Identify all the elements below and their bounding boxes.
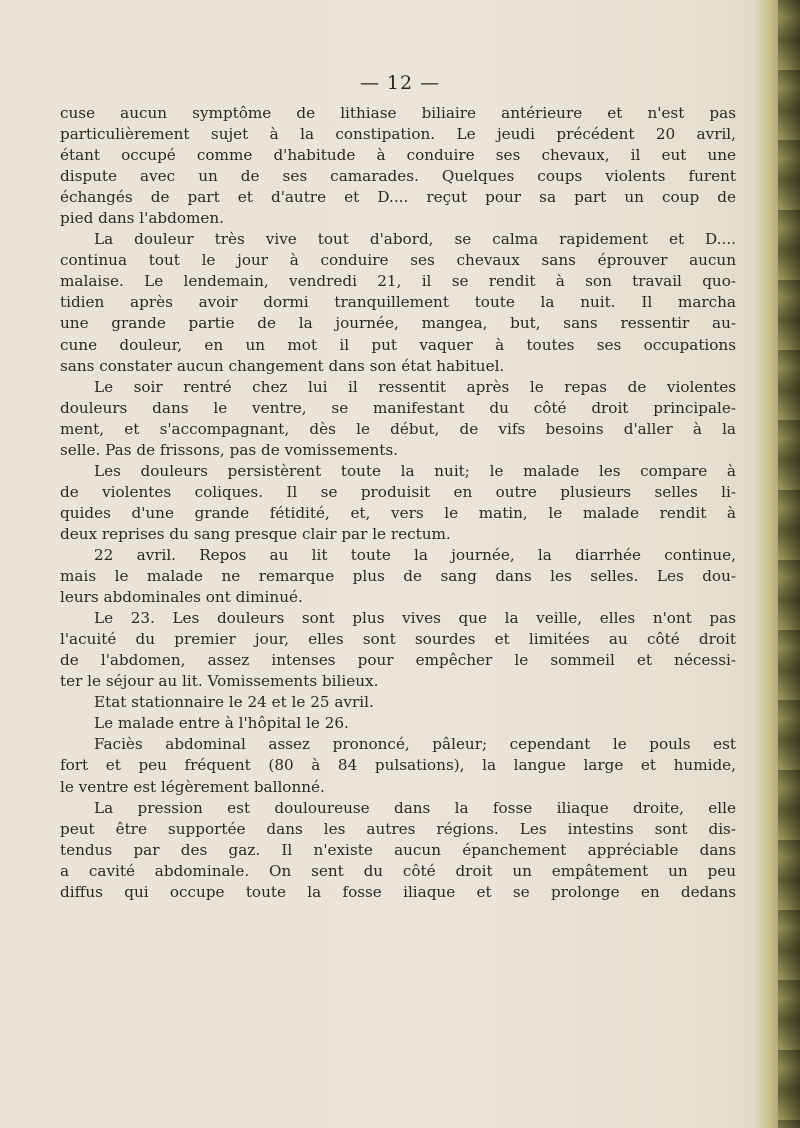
text-line: La douleur très vive tout d'abord, se calma rapidement et D.... — [94, 230, 736, 249]
text-line: sans constater aucun changement dans son état habituel. — [60, 356, 505, 375]
text-line: Faciès abdominal assez prononcé, pâleur; cependant le pouls est — [94, 735, 736, 754]
text-line: ter le séjour au lit. Vomissements bilieux. — [60, 672, 379, 691]
text-line: Les douleurs persistèrent toute la nuit; le malade les compare à — [94, 461, 736, 480]
text-line: tendus par des gaz. Il n'existe aucun épanchement appréciable dans — [60, 840, 736, 859]
text-line: tidien après avoir dormi tranquillement toute la nuit. Il marcha — [60, 293, 736, 312]
text-line: diffus qui occupe toute la fosse iliaque et se prolonge en dedans — [60, 882, 736, 901]
text-line: peut être supportée dans les autres régions. Les intestins sont dis- — [60, 819, 736, 838]
text-line: deux reprises du sang presque clair par le rectum. — [60, 524, 451, 543]
text-line: Etat stationnaire le 24 et le 25 avril. — [94, 693, 374, 712]
text-line: ment, et s'accompagnant, dès le début, de vifs besoins d'aller à la — [60, 419, 736, 438]
text-line: cune douleur, en un mot il put vaquer à toutes ses occupations — [60, 335, 736, 354]
text-line: cuse aucun symptôme de lithiase biliaire antérieure et n'est pas — [60, 104, 736, 122]
text-line: particulièrement sujet à la constipation. Le jeudi précédent 20 avril, — [60, 125, 736, 144]
text-line: le ventre est légèrement ballonné. — [60, 777, 325, 796]
text-line: La pression est douloureuse dans la fosse iliaque droite, elle — [94, 798, 736, 817]
text-line: a cavité abdominale. On sent du côté droit un empâtement un peu — [60, 861, 736, 880]
text-line: dispute avec un de ses camarades. Quelques coups violents furent — [60, 167, 736, 186]
text-line: quides d'une grande fétidité, et, vers le matin, le malade rendit à — [60, 503, 736, 522]
text-line: l'acuité du premier jour, elles sont sourdes et limitées au côté droit — [60, 630, 736, 649]
text-line: pied dans l'abdomen. — [60, 209, 224, 228]
text-line: leurs abdominales ont diminué. — [60, 588, 303, 607]
text-line: douleurs dans le ventre, se manifestant du côté droit principale- — [60, 398, 736, 417]
text-line: Le 23. Les douleurs sont plus vives que la veille, elles n'ont pas — [94, 609, 736, 628]
text-line: fort et peu fréquent (80 à 84 pulsations), la langue large et humide, — [60, 756, 736, 775]
text-line: continua tout le jour à conduire ses chevaux sans éprouver aucun — [60, 251, 736, 270]
text-line: étant occupé comme d'habitude à conduire ses chevaux, il eut une — [60, 146, 736, 165]
text-line: de violentes coliques. Il se produisit en outre plusieurs selles li- — [60, 482, 736, 501]
text-line: une grande partie de la journée, mangea, but, sans ressentir au- — [60, 314, 736, 333]
text-line: selle. Pas de frissons, pas de vomissements. — [60, 440, 398, 459]
text-line: 22 avril. Repos au lit toute la journée, la diarrhée continue, — [94, 545, 736, 564]
text-line: Le malade entre à l'hôpital le 26. — [94, 714, 349, 733]
text-line: Le soir rentré chez lui il ressentit après le repas de violentes — [94, 377, 736, 396]
text-line: de l'abdomen, assez intenses pour empêcher le sommeil et nécessi- — [60, 651, 736, 670]
text-line: malaise. Le lendemain, vendredi 21, il se rendit à son travail quo- — [60, 272, 736, 291]
page-number: — 12 — — [359, 72, 441, 94]
text-line: mais le malade ne remarque plus de sang dans les selles. Les dou- — [60, 567, 736, 586]
body-text — [60, 103, 736, 903]
text-line: échangés de part et d'autre et D.... reçut pour sa part un coup de — [60, 188, 736, 207]
page-edge-stain — [778, 0, 800, 1128]
